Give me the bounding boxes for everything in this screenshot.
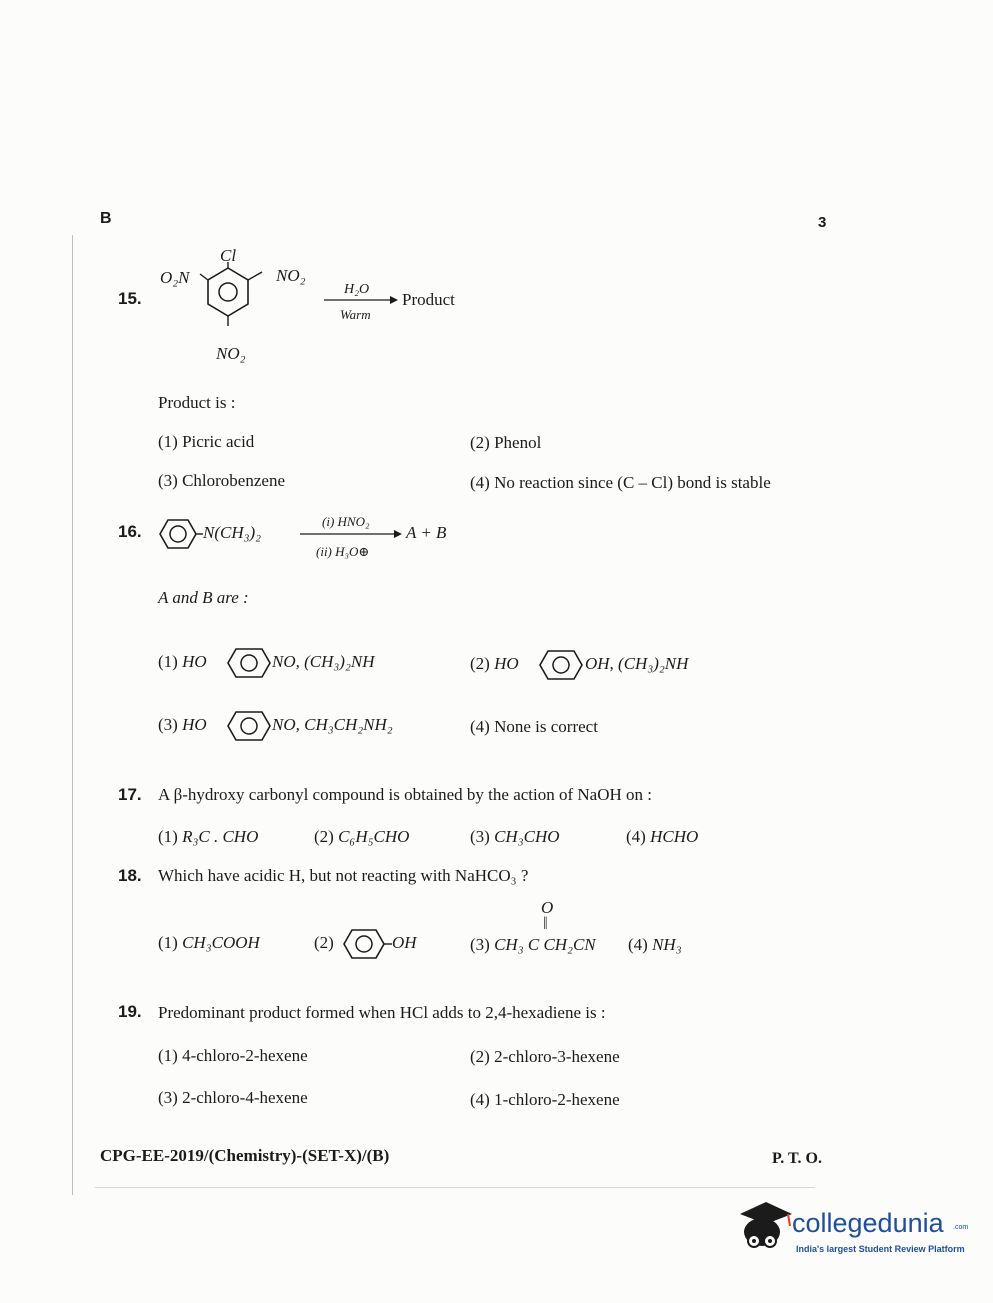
q17-option-3: (3) CH₃CHO <box>470 827 560 846</box>
q15-option-1: (1) Picric acid <box>158 432 255 451</box>
q16-opt2-benzene-icon <box>540 651 582 679</box>
q19-option-4: (4) 1-chloro-2-hexene <box>470 1090 620 1109</box>
q15-option-4: (4) No reaction since (C – Cl) bond is stable <box>470 473 771 492</box>
q19-option-1: (1) 4-chloro-2-hexene <box>158 1046 308 1065</box>
q17-option-2: (2) C₆H₅CHO <box>314 827 410 846</box>
q16-products: A + B <box>406 523 447 542</box>
footer-code: CPG-EE-2019/(Chemistry)-(SET-X)/(B) <box>100 1146 390 1165</box>
q16-substituent: N(CH₃)₂ <box>203 523 262 542</box>
q16-option-2: (2) HO <box>470 654 519 673</box>
q18-text: Which have acidic H, but not reacting with NaHCO₃ ? <box>158 866 529 885</box>
q16-prompt: A and B are : <box>158 588 249 607</box>
q18-option-4: (4) NH₃ <box>628 935 682 954</box>
q18-option-2-text: OH <box>392 933 417 952</box>
q16-option-3-right: NO, CH₃CH₂NH₂ <box>272 715 393 734</box>
q18-option-3-double-bond: || <box>543 915 547 930</box>
q15-o2n-label: O₂N <box>160 268 190 287</box>
q15-no2-bottom-label: NO₂ <box>216 344 246 363</box>
footer-pto: P. T. O. <box>772 1150 822 1167</box>
q18-option-3: (3) CH₃ C CH₂CN <box>470 935 596 954</box>
q15-reagent-top: H₂O <box>344 282 370 297</box>
q16-reagent-top: (i) HNO₂ <box>322 514 370 529</box>
q15-option-3: (3) Chlorobenzene <box>158 471 285 490</box>
watermark-brand: collegedunia <box>792 1208 944 1238</box>
q15-cl-label: Cl <box>220 246 237 265</box>
page-number: 3 <box>818 214 827 231</box>
q16-opt3-benzene-icon <box>228 712 270 740</box>
q18-option-1: (1) CH₃COOH <box>158 933 260 952</box>
q16-option-4: (4) None is correct <box>470 717 598 736</box>
watermark-domain: .com <box>953 1224 969 1231</box>
q19-number: 19. <box>118 1002 142 1021</box>
footer-divider <box>95 1187 815 1188</box>
q19-option-3: (3) 2-chloro-4-hexene <box>158 1088 308 1107</box>
q15-reagent-bottom: Warm <box>340 307 371 322</box>
q18-option-3-oxygen: O <box>541 898 554 917</box>
q16-option-1-right: NO, (CH₃)₂NH <box>272 652 375 671</box>
q16-option-1: (1) HO <box>158 652 207 671</box>
q19-option-2: (2) 2-chloro-3-hexene <box>470 1047 620 1066</box>
q16-option-2-right: OH, (CH₃)₂NH <box>585 654 689 673</box>
q16-number: 16. <box>118 522 142 541</box>
q16-reagent-bottom: (ii) H₃O⊕ <box>316 544 370 559</box>
q17-option-1: (1) R₃C . CHO <box>158 827 259 846</box>
q15-product-label: Product <box>402 290 455 309</box>
set-letter: B <box>100 210 112 227</box>
q18-number: 18. <box>118 866 142 885</box>
q18-option-2-num: (2) <box>314 933 334 952</box>
q17-option-4: (4) HCHO <box>626 827 699 846</box>
q15-prompt: Product is : <box>158 393 236 412</box>
q17-number: 17. <box>118 785 142 804</box>
q17-text: A β-hydroxy carbonyl compound is obtained by the action of NaOH on : <box>158 785 652 804</box>
q16-opt1-benzene-icon <box>228 649 270 677</box>
left-margin-line <box>72 235 73 1195</box>
q15-option-2: (2) Phenol <box>470 433 542 452</box>
q19-text: Predominant product formed when HCl adds to 2,4-hexadiene is : <box>158 1003 606 1022</box>
q16-option-3: (3) HO <box>158 715 207 734</box>
watermark-tagline: India's largest Student Review Platform <box>796 1244 965 1254</box>
q15-no2-right-label: NO₂ <box>276 266 306 285</box>
student-mascot-icon <box>0 0 1 1</box>
q15-number: 15. <box>118 289 142 308</box>
